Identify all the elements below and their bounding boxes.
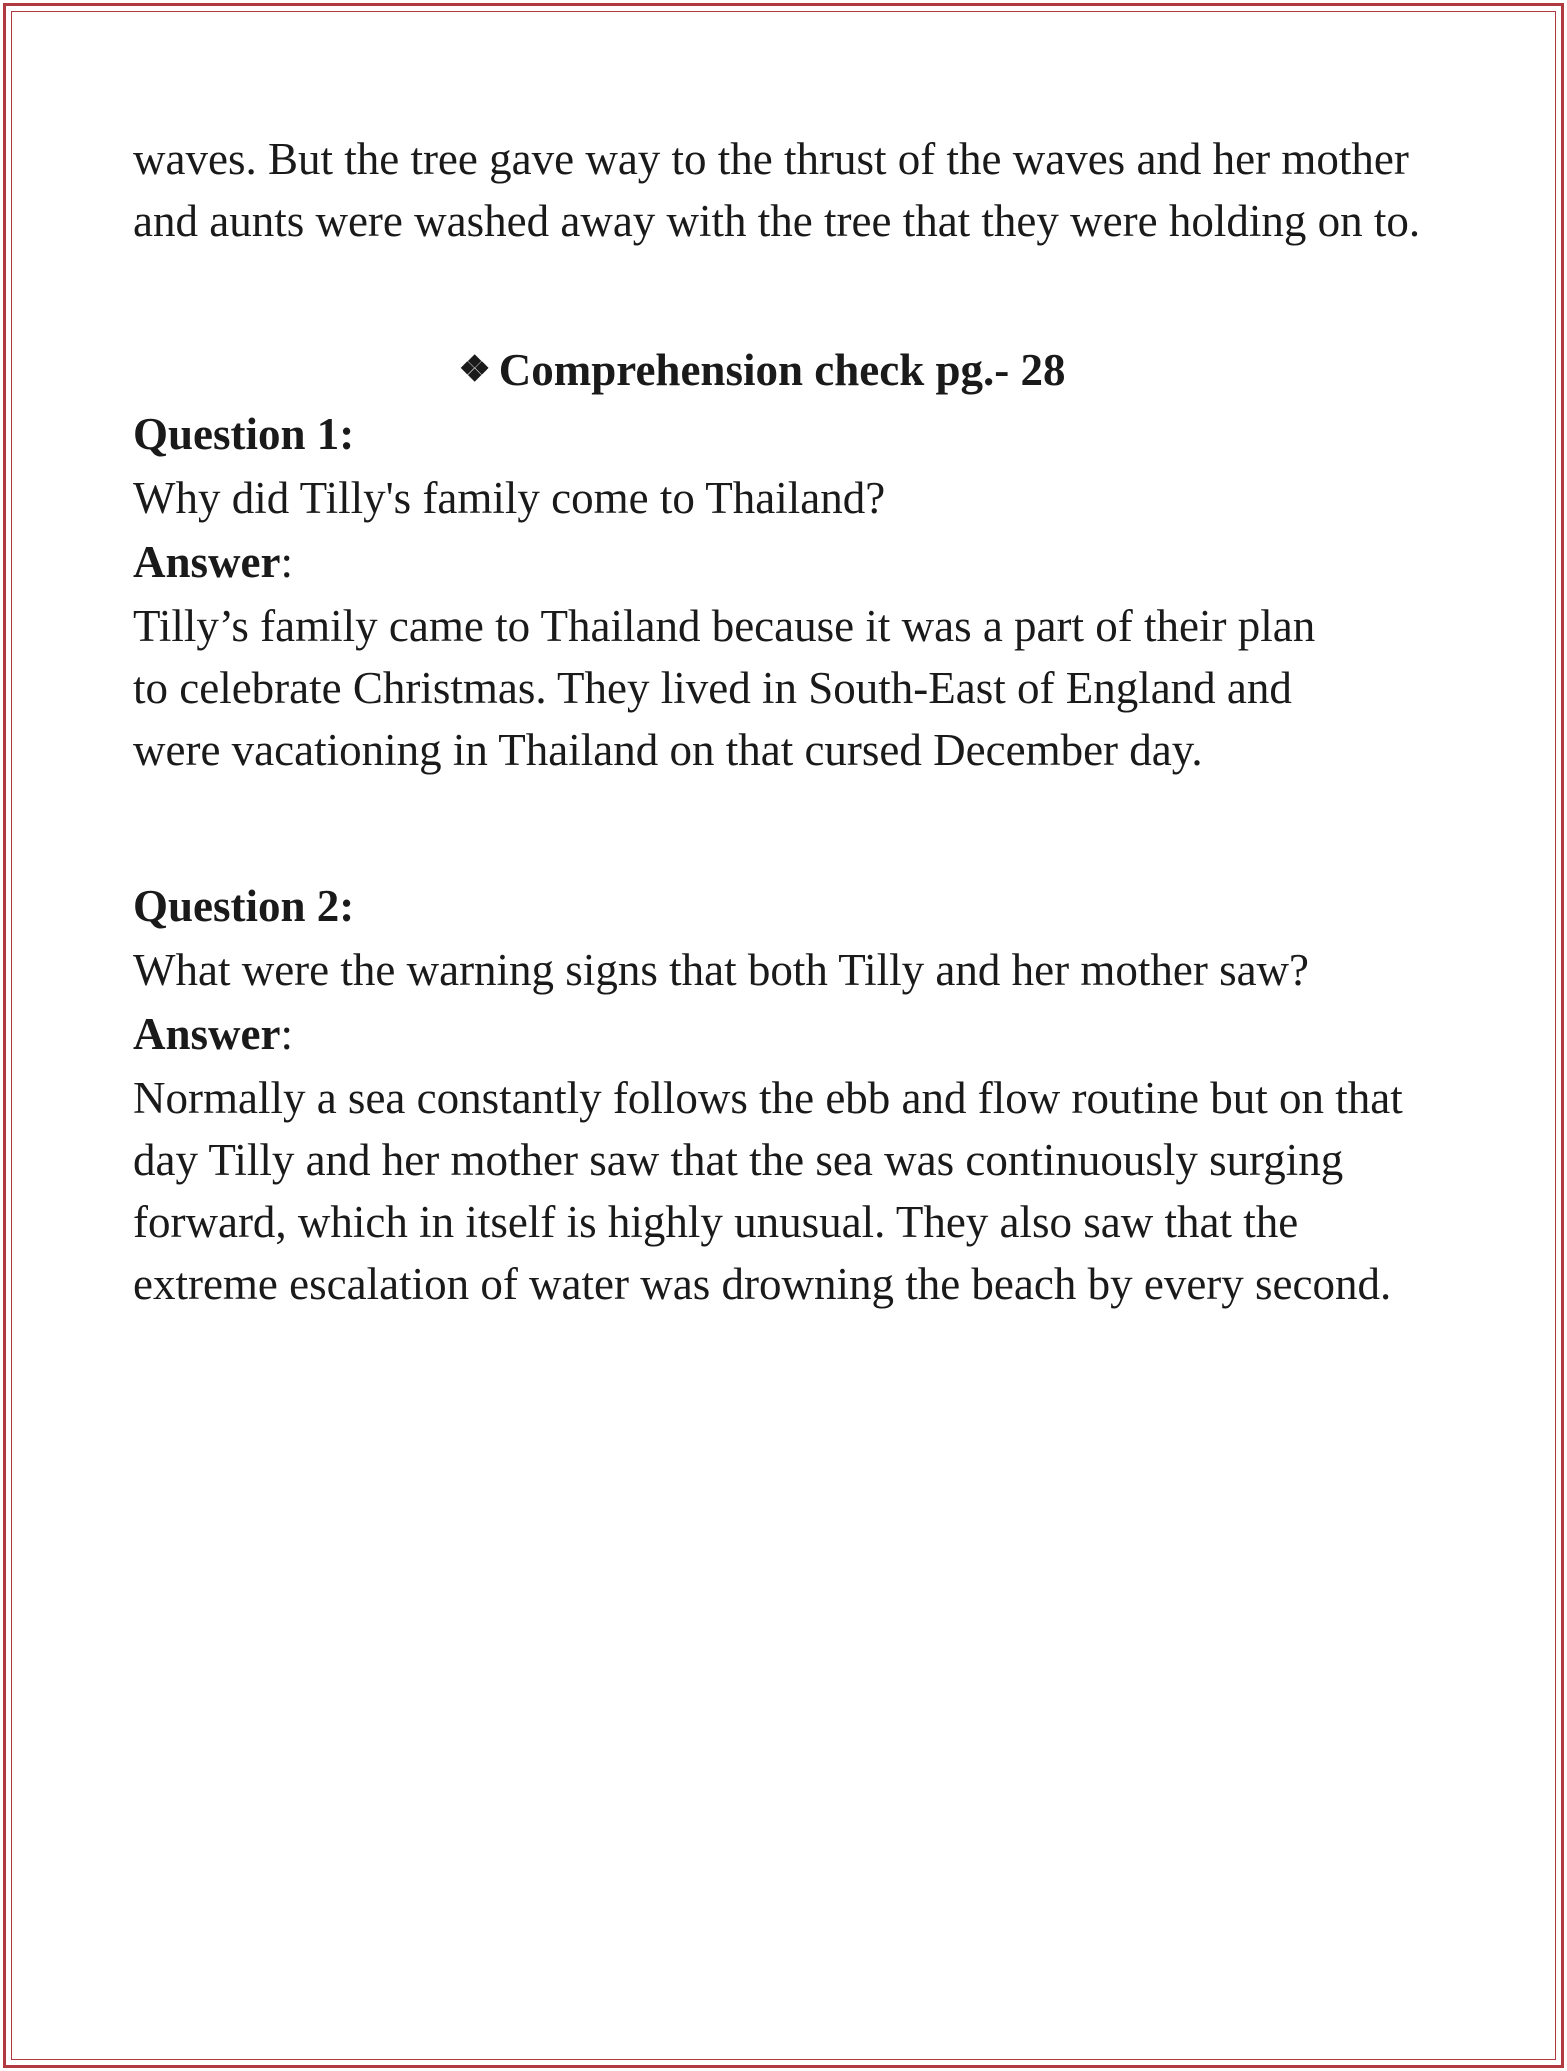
answer-1-label (133, 531, 1443, 593)
question-1-label: Question 1: (133, 409, 355, 459)
answer-2-text: Normally a sea constantly follows the ebb and flow routine but on that day Tilly and her mother saw that the sea was continuously surging forward, which in itself is highly unusual. They also saw that the extreme escalation of water was drowning the beach by every second. (133, 1073, 1403, 1309)
answer-1-text: Tilly’s family came to Thailand because it was a part of their plan to celebrate Christmas. They lived in South-East of England and were vacationing in Thailand on that cursed December day. (133, 601, 1316, 775)
answer-2-label-text: Answer (133, 1009, 281, 1059)
question-2-text: What were the warning signs that both Tilly and her mother saw? (133, 945, 1310, 995)
question-1-text: Why did Tilly's family come to Thailand? (133, 473, 886, 523)
section-heading-text: Comprehension check pg.- 28 (498, 345, 1066, 395)
section-heading (107, 338, 1417, 401)
question-2-label: Question 2: (133, 881, 355, 931)
four-diamond-icon: ❖ (458, 349, 491, 389)
page-content (133, 128, 1443, 1315)
answer-1-label-colon: : (280, 537, 293, 587)
intro-paragraph: waves. But the tree gave way to the thrust of the waves and her mother and aunts were washed away with the tree that they were holding on to. (133, 134, 1421, 246)
answer-2-label (133, 1003, 1443, 1065)
answer-2-label-colon: : (280, 1009, 293, 1059)
answer-1-label-text: Answer (133, 537, 281, 587)
